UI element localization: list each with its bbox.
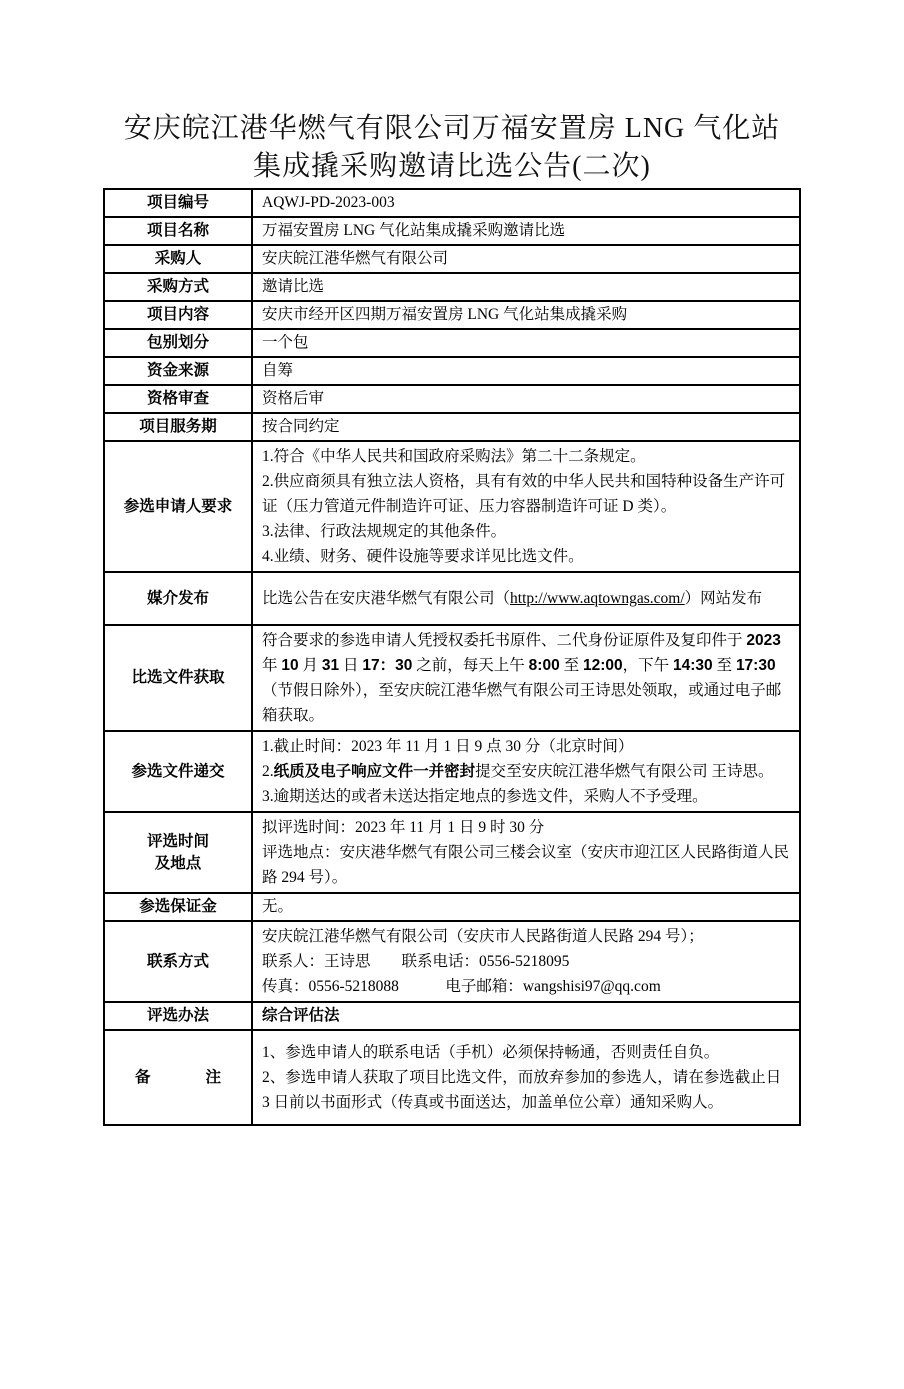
- row-label: [104, 385, 252, 413]
- text-segment: 10: [281, 657, 299, 674]
- text-segment: 17:30: [735, 657, 776, 674]
- paragraph: [262, 220, 790, 242]
- text-segment: 月: [298, 657, 322, 674]
- text-segment: 评选地点：安庆港华燃气有限公司三楼会议室（安庆市迎江区人民路街道人民路 294 号）。: [262, 844, 790, 886]
- row-content: [252, 1002, 800, 1030]
- page-title: [0, 110, 904, 186]
- text-segment: 按合同约定: [262, 418, 340, 435]
- table-row: [104, 812, 800, 893]
- text-segment: 3.逾期送达的或者未送达指定地点的参选文件，采购人不予受理。: [262, 788, 708, 805]
- text-segment: 拟评选时间：2023 年 11 月 1 日 9 时 30 分: [262, 819, 545, 836]
- paragraph: [262, 815, 790, 840]
- row-label: [104, 245, 252, 273]
- row-label-text: 项目内容: [146, 306, 209, 323]
- paragraph: [262, 469, 790, 519]
- text-segment: 邀请比选: [262, 278, 325, 295]
- text-segment: 年: [262, 657, 282, 674]
- paragraph: [262, 360, 790, 382]
- table-row: [104, 441, 800, 572]
- media-url-link[interactable]: http://www.aqtowngas.com/: [510, 590, 685, 607]
- text-segment: 12:00: [582, 657, 623, 674]
- row-content: [252, 1030, 800, 1125]
- table-row: [104, 893, 800, 921]
- paragraph: [262, 544, 790, 569]
- row-label-text: 采购方式: [146, 278, 209, 295]
- paragraph: [262, 388, 790, 410]
- row-label-text: 采购人: [154, 250, 202, 267]
- row-label: [104, 189, 252, 217]
- paragraph: [262, 1065, 790, 1115]
- paragraph: [262, 896, 790, 918]
- row-label: [104, 893, 252, 921]
- text-segment: 14:30: [673, 657, 713, 674]
- text-segment: 日: [339, 657, 363, 674]
- paragraph: [262, 192, 790, 214]
- text-segment: 2023: [746, 632, 781, 649]
- announcement-table: [103, 188, 801, 1126]
- text-segment: 1.符合《中华人民共和国政府采购法》第二十二条规定。: [262, 448, 646, 465]
- text-segment: 安庆皖江港华燃气有限公司: [262, 250, 449, 267]
- row-label-text: 评选时间: [146, 832, 209, 850]
- paragraph: [262, 1040, 790, 1065]
- text-segment: ，下午: [622, 657, 674, 674]
- text-segment: 一个包: [262, 334, 309, 351]
- text-segment: 自筹: [262, 362, 294, 379]
- text-segment: 符合要求的参选申请人凭授权委托书原件、二代身份证原件及复印件于: [262, 632, 747, 649]
- row-content: [252, 572, 800, 625]
- row-content: [252, 245, 800, 273]
- table-row: [104, 273, 800, 301]
- text-segment: 纸质及电子响应文件一并密封: [273, 763, 476, 780]
- text-segment: 无。: [262, 898, 294, 915]
- text-segment: 1、参选申请人的联系电话（手机）必须保持畅通，否则责任自负。: [262, 1044, 720, 1061]
- paragraph: [262, 759, 790, 784]
- table-row: [104, 245, 800, 273]
- paragraph: [262, 332, 790, 354]
- row-content: [252, 731, 800, 812]
- text-segment: 安庆市经开区四期万福安置房 LNG 气化站集成撬采购: [262, 306, 628, 323]
- paragraph: [262, 974, 790, 999]
- row-label-text: 参选保证金: [139, 898, 217, 915]
- row-content: [252, 217, 800, 245]
- text-segment: 安庆皖江港华燃气有限公司（安庆市人民路街道人民路 294 号）；: [262, 928, 704, 945]
- text-segment: 3.法律、行政法规规定的其他条件。: [262, 523, 507, 540]
- row-label-text: 包别划分: [146, 334, 209, 351]
- table-row: [104, 217, 800, 245]
- row-label: [104, 301, 252, 329]
- paragraph: [262, 586, 790, 611]
- row-label: [104, 357, 252, 385]
- row-label-text: 评选办法: [146, 1007, 209, 1024]
- page-title-line1: 安庆皖江港华燃气有限公司万福安置房 LNG 气化站: [123, 113, 781, 144]
- text-segment: 2.: [262, 763, 274, 780]
- row-content: [252, 273, 800, 301]
- row-label-text: 比选文件获取: [131, 669, 225, 686]
- row-content: [252, 921, 800, 1002]
- text-segment: （节假日除外），至安庆皖江港华燃气有限公司王诗思处领取，或通过电子邮箱获取。: [262, 682, 782, 724]
- row-label: [104, 413, 252, 441]
- page-title-line2: 集成撬采购邀请比选公告(二次): [253, 151, 651, 182]
- row-content: [252, 812, 800, 893]
- text-segment: 传真：0556-5218088 电子邮箱：wangshisi97@qq.com: [262, 978, 661, 995]
- paragraph: [262, 628, 790, 728]
- row-label-text: 参选申请人要求: [123, 497, 233, 515]
- text-segment: 17：30: [362, 657, 413, 674]
- row-label: [104, 731, 252, 812]
- announcement-table-body: [104, 189, 800, 1125]
- row-label: [104, 921, 252, 1002]
- row-content: [252, 357, 800, 385]
- paragraph: [262, 924, 790, 949]
- paragraph: [262, 444, 790, 469]
- row-content: [252, 625, 800, 731]
- text-segment: 联系人：王诗思 联系电话：0556-5218095: [262, 953, 570, 970]
- row-label-text: 媒介发布: [146, 589, 209, 607]
- row-label-text: 资格审查: [146, 390, 209, 407]
- paragraph: [262, 304, 790, 326]
- row-label-text: 参选文件递交: [131, 762, 225, 780]
- table-row: [104, 385, 800, 413]
- row-label: [104, 273, 252, 301]
- table-row: [104, 625, 800, 731]
- text-segment: 提交至安庆皖江港华燃气有限公司 王诗思。: [475, 763, 774, 780]
- text-segment: 1.截止时间：2023 年 11 月 1 日 9 点 30 分（北京时间）: [262, 738, 634, 755]
- paragraph: [262, 949, 790, 974]
- paragraph: [262, 734, 790, 759]
- text-segment: 31: [321, 657, 340, 674]
- table-row: [104, 1002, 800, 1030]
- row-content: [252, 385, 800, 413]
- paragraph: [262, 840, 790, 890]
- row-label: [104, 812, 252, 893]
- row-label: [104, 625, 252, 731]
- text-segment: 资格后审: [262, 390, 325, 407]
- text-segment: 比选公告在安庆港华燃气有限公司（: [262, 590, 511, 607]
- paragraph: [262, 519, 790, 544]
- paragraph: [262, 1005, 790, 1027]
- table-row: [104, 921, 800, 1002]
- table-row: [104, 413, 800, 441]
- row-content: [252, 893, 800, 921]
- row-label-text: 联系方式: [146, 952, 209, 970]
- row-label: [104, 1002, 252, 1030]
- paragraph: [262, 784, 790, 809]
- table-row: [104, 301, 800, 329]
- text-segment: 之前，每天上午: [412, 657, 529, 674]
- table-row: [104, 731, 800, 812]
- row-content: [252, 413, 800, 441]
- text-segment: 2、参选申请人获取了项目比选文件，而放弃参加的参选人，请在参选截止日 3 日前以书面形式（传真或书面送达，加盖单位公章）通知采购人。: [262, 1069, 782, 1111]
- row-content: [252, 441, 800, 572]
- text-segment: 至: [559, 657, 583, 674]
- row-content: [252, 189, 800, 217]
- row-label: [104, 572, 252, 625]
- row-label: [104, 1030, 252, 1125]
- text-segment: 综合评估法: [262, 1007, 340, 1024]
- text-segment: 万福安置房 LNG 气化站集成撬采购邀请比选: [262, 222, 566, 239]
- row-label-text: 项目服务期: [139, 418, 217, 435]
- table-row: [104, 329, 800, 357]
- row-content: [252, 329, 800, 357]
- table-row: [104, 189, 800, 217]
- text-segment: AQWJ-PD-2023-003: [262, 194, 395, 211]
- table-row: [104, 572, 800, 625]
- table-row: [104, 357, 800, 385]
- row-label: [104, 217, 252, 245]
- row-label: [104, 329, 252, 357]
- row-label-text: 及地点: [154, 854, 202, 872]
- row-label-text: 项目名称: [146, 222, 209, 239]
- table-row: [104, 1030, 800, 1125]
- text-segment: 2.供应商须具有独立法人资格，具有有效的中华人民共和国特种设备生产许可证（压力管道元件制造许可证、压力容器制造许可证 D 类）。: [262, 473, 786, 515]
- text-segment: 8:00: [528, 657, 560, 674]
- text-segment: ）网站发布: [684, 590, 763, 607]
- paragraph: [262, 248, 790, 270]
- paragraph: [262, 416, 790, 438]
- row-label-text: 资金来源: [146, 362, 209, 379]
- row-label-text: 项目编号: [146, 194, 209, 211]
- text-segment: 至: [712, 657, 736, 674]
- row-label-text: 备注: [135, 1068, 221, 1086]
- text-segment: 4.业绩、财务、硬件设施等要求详见比选文件。: [262, 548, 584, 565]
- row-label: [104, 441, 252, 572]
- row-content: [252, 301, 800, 329]
- paragraph: [262, 276, 790, 298]
